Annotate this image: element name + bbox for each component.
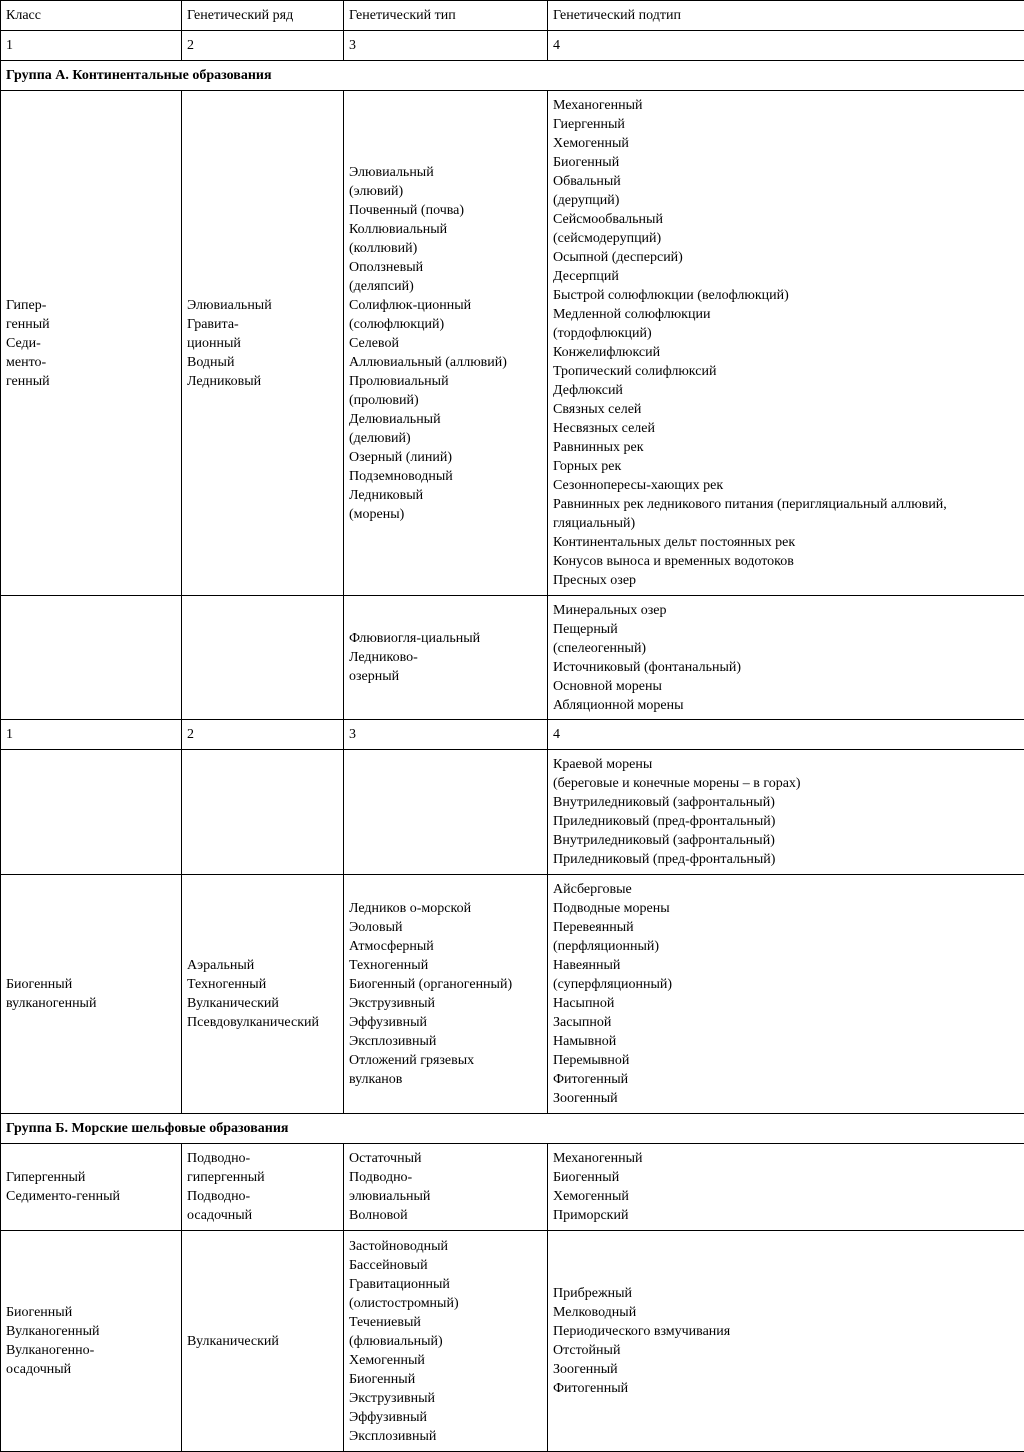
column-number: 1 bbox=[1, 31, 182, 61]
cell-line: осадочный bbox=[6, 1362, 72, 1377]
ryad-cell bbox=[182, 91, 344, 596]
cell-line: Быстрой солюфлюкции (велофлюкций) bbox=[553, 288, 789, 303]
tip-cell bbox=[344, 750, 548, 875]
cell-line: Десерпций bbox=[553, 269, 619, 284]
cell-line: Бассейновый bbox=[349, 1257, 428, 1273]
cell-line: Перевеянный bbox=[553, 920, 634, 935]
cell-line: гипергенный bbox=[187, 1170, 265, 1185]
cell-line: Аллювиальный (аллювий) bbox=[349, 354, 507, 370]
cell-line: Ледниковый bbox=[187, 373, 262, 389]
cell-line: Намывной bbox=[553, 1034, 617, 1049]
cell-line: (пролювий) bbox=[349, 392, 419, 408]
cell-line: Внутриледниковый (зафронтальный) bbox=[553, 833, 775, 848]
cell-line: Приледниковый (пред-фронтальный) bbox=[553, 814, 776, 829]
cell-line: Насыпной bbox=[553, 996, 615, 1011]
column-numbers-row bbox=[1, 720, 1024, 750]
cell-line: Вулканогенный bbox=[6, 1324, 100, 1339]
cell-line: Приледниковый (пред-фронтальный) bbox=[553, 852, 776, 867]
podtip-cell bbox=[548, 1231, 1024, 1452]
podtip-cell bbox=[548, 596, 1024, 720]
group-a-title: Группа А. Континентальные образования bbox=[1, 61, 1024, 91]
table-row bbox=[1, 750, 1024, 875]
cell-line: Равнинных рек ледникового питания (перигляциальный аллювий, гляциальный) bbox=[553, 497, 947, 531]
klass-cell bbox=[1, 91, 182, 596]
cell-line: Биогенный bbox=[349, 1371, 416, 1387]
cell-line: Связных селей bbox=[553, 402, 642, 417]
klass-cell bbox=[1, 596, 182, 720]
cell-line: (морены) bbox=[349, 506, 405, 522]
cell-line: Мелководный bbox=[553, 1305, 637, 1320]
podtip-cell bbox=[548, 91, 1024, 596]
cell-line: (элювий) bbox=[349, 183, 404, 199]
header-ryad: Генетический ряд bbox=[182, 1, 344, 31]
cell-line: осадочный bbox=[187, 1208, 253, 1223]
header-tip: Генетический тип bbox=[344, 1, 548, 31]
cell-line: Элювиальный bbox=[187, 297, 272, 313]
cell-line: (суперфляционный) bbox=[553, 977, 673, 992]
table-row bbox=[1, 1231, 1024, 1452]
cell-line: Пресных озер bbox=[553, 573, 637, 588]
cell-line: Источниковый (фонтанальный) bbox=[553, 659, 742, 675]
cell-line: Прибрежный bbox=[553, 1286, 633, 1301]
cell-line: (олистостромный) bbox=[349, 1295, 459, 1311]
cell-line: Несвязных селей bbox=[553, 421, 655, 436]
cell-line: (дерупций) bbox=[553, 193, 620, 208]
cell-line: Конжелифлюксий bbox=[553, 345, 661, 360]
cell-line: Седи- bbox=[6, 335, 41, 351]
cell-line: Хемогенный bbox=[349, 1352, 425, 1368]
cell-line: Коллювиальный bbox=[349, 221, 448, 237]
cell-line: вулканов bbox=[349, 1072, 403, 1087]
cell-line: Техногенный bbox=[187, 977, 267, 992]
cell-line: Биогенный (органогенный) bbox=[349, 977, 513, 992]
cell-line: (перфляционный) bbox=[553, 939, 660, 954]
cell-line: Атмосферный bbox=[349, 939, 434, 954]
cell-line: Подводные морены bbox=[553, 901, 670, 916]
cell-line: Водный bbox=[187, 354, 235, 370]
cell-line: Отстойный bbox=[553, 1343, 621, 1358]
klass-cell bbox=[1, 750, 182, 875]
cell-line: Засыпной bbox=[553, 1015, 612, 1030]
cell-line: Ледниково- bbox=[349, 650, 418, 665]
cell-line: Оползневый bbox=[349, 259, 424, 275]
cell-line: Пещерный bbox=[553, 621, 618, 637]
cell-line: Пролювиальный bbox=[349, 373, 449, 389]
cell-line: Хемогенный bbox=[553, 1189, 629, 1204]
klass-cell bbox=[1, 875, 182, 1114]
cell-line: ционный bbox=[187, 335, 241, 351]
cell-line: Биогенный bbox=[553, 155, 620, 170]
cell-line: Эксплозивный bbox=[349, 1428, 437, 1444]
tip-cell bbox=[344, 1231, 548, 1452]
cell-line: (береговые и конечные морены – в горах) bbox=[553, 776, 801, 791]
cell-line: (делювий) bbox=[349, 430, 411, 446]
podtip-cell bbox=[548, 875, 1024, 1114]
header-klass: Класс bbox=[1, 1, 182, 31]
klass-cell bbox=[1, 1144, 182, 1231]
cell-line: Селевой bbox=[349, 335, 399, 351]
cell-line: Вулканический bbox=[187, 1333, 279, 1349]
cell-line: Седименто-генный bbox=[6, 1189, 120, 1204]
cell-line: Минеральных озер bbox=[553, 602, 667, 618]
cell-line: Волновой bbox=[349, 1208, 408, 1223]
cell-line: генный bbox=[6, 373, 50, 389]
cell-line: Осыпной (десперсий) bbox=[553, 250, 683, 265]
cell-line: генный bbox=[6, 316, 50, 332]
cell-line: Биогенный bbox=[6, 977, 73, 992]
cell-line: Застойноводный bbox=[349, 1238, 448, 1254]
cell-line: Перемывной bbox=[553, 1053, 630, 1068]
cell-line: Остаточный bbox=[349, 1151, 422, 1166]
tip-cell bbox=[344, 875, 548, 1114]
cell-line: Навеянный bbox=[553, 958, 621, 973]
cell-line: (сейсмодерупций) bbox=[553, 231, 662, 246]
column-number: 4 bbox=[548, 720, 1024, 750]
column-number: 1 bbox=[1, 720, 182, 750]
cell-line: Эоловый bbox=[349, 920, 403, 935]
table-row bbox=[1, 1144, 1024, 1231]
cell-line: Гравита- bbox=[187, 316, 239, 332]
klass-cell bbox=[1, 1231, 182, 1452]
cell-line: (флювиальный) bbox=[349, 1333, 443, 1349]
cell-line: Горных рек bbox=[553, 459, 622, 474]
cell-line: Хемогенный bbox=[553, 136, 629, 151]
cell-line: Дефлюксий bbox=[553, 383, 623, 398]
cell-line: Гравитационный bbox=[349, 1276, 450, 1292]
cell-line: Эффузивный bbox=[349, 1409, 427, 1425]
table-row bbox=[1, 596, 1024, 720]
column-numbers-row bbox=[1, 31, 1024, 61]
cell-line: Флювиогля-циальный bbox=[349, 631, 481, 646]
cell-line: Равнинных рек bbox=[553, 440, 644, 455]
cell-line: Континентальных дельт постоянных рек bbox=[553, 535, 796, 550]
cell-line: Аэральный bbox=[187, 958, 255, 973]
podtip-cell bbox=[548, 1144, 1024, 1231]
cell-line: Биогенный bbox=[6, 1305, 73, 1320]
cell-line: Абляционной морены bbox=[553, 697, 684, 713]
cell-line: (тордофлюкций) bbox=[553, 326, 652, 341]
group-b-row bbox=[1, 1114, 1024, 1144]
cell-line: Сезоннопересы-хающих рек bbox=[553, 478, 724, 493]
table-row bbox=[1, 875, 1024, 1114]
column-number: 4 bbox=[548, 31, 1024, 61]
cell-line: (деляпсий) bbox=[349, 278, 414, 294]
cell-line: Гиергенный bbox=[553, 117, 625, 132]
cell-line: Гипергенный bbox=[6, 1170, 86, 1185]
cell-line: Ледников о-морской bbox=[349, 901, 472, 916]
cell-line: Отложений грязевых bbox=[349, 1053, 475, 1068]
cell-line: Элювиальный bbox=[349, 164, 434, 180]
cell-line: (солюфлюкций) bbox=[349, 316, 445, 332]
cell-line: (коллювий) bbox=[349, 240, 418, 256]
cell-line: Солифлюк-ционный bbox=[349, 297, 472, 313]
cell-line: Периодического взмучивания bbox=[553, 1324, 731, 1339]
cell-line: Конусов выноса и временных водотоков bbox=[553, 554, 794, 569]
cell-line: Айсберговые bbox=[553, 882, 632, 897]
cell-line: Зоогенный bbox=[553, 1362, 618, 1377]
column-number: 2 bbox=[182, 720, 344, 750]
cell-line: Вулканогенно- bbox=[6, 1343, 95, 1358]
cell-line: Механогенный bbox=[553, 1151, 643, 1166]
cell-line: Краевой морены bbox=[553, 757, 653, 772]
podtip-cell bbox=[548, 750, 1024, 875]
header-podtip: Генетический подтип bbox=[548, 1, 1024, 31]
cell-line: элювиальный bbox=[349, 1189, 431, 1204]
cell-line: Тропический солифлюксий bbox=[553, 364, 717, 379]
cell-line: Фитогенный bbox=[553, 1381, 629, 1396]
cell-line: Экструзивный bbox=[349, 1390, 436, 1406]
cell-line: Подводно- bbox=[187, 1151, 251, 1166]
cell-line: Зоогенный bbox=[553, 1091, 618, 1106]
cell-line: менто- bbox=[6, 354, 47, 370]
cell-line: Озерный (линий) bbox=[349, 449, 453, 465]
cell-line: Эксплозивный bbox=[349, 1034, 437, 1049]
header-row bbox=[1, 1, 1024, 31]
ryad-cell bbox=[182, 596, 344, 720]
cell-line: Ледниковый bbox=[349, 487, 424, 503]
cell-line: Сейсмообвальный bbox=[553, 212, 663, 227]
group-a-row bbox=[1, 61, 1024, 91]
cell-line: Фитогенный bbox=[553, 1072, 629, 1087]
ryad-cell bbox=[182, 1144, 344, 1231]
cell-line: Эффузивный bbox=[349, 1015, 427, 1030]
table-row bbox=[1, 91, 1024, 596]
cell-line: Медленной солюфлюкции bbox=[553, 307, 711, 322]
ryad-cell bbox=[182, 750, 344, 875]
column-number: 3 bbox=[344, 720, 548, 750]
cell-line: Гипер- bbox=[6, 297, 47, 313]
tip-cell bbox=[344, 91, 548, 596]
cell-line: Экструзивный bbox=[349, 996, 436, 1011]
cell-line: (спелеогенный) bbox=[553, 640, 647, 656]
group-b-title: Группа Б. Морские шельфовые образования bbox=[1, 1114, 1024, 1144]
cell-line: озерный bbox=[349, 669, 400, 684]
cell-line: Обвальный bbox=[553, 174, 621, 189]
cell-line: Подземноводный bbox=[349, 468, 453, 484]
cell-line: Вулканический bbox=[187, 996, 279, 1011]
cell-line: Основной морены bbox=[553, 678, 662, 694]
ryad-cell bbox=[182, 875, 344, 1114]
cell-line: Течениевый bbox=[349, 1314, 421, 1330]
ryad-cell bbox=[182, 1231, 344, 1452]
cell-line: Почвенный (почва) bbox=[349, 202, 465, 218]
cell-line: Внутриледниковый (зафронтальный) bbox=[553, 795, 775, 810]
column-number: 3 bbox=[344, 31, 548, 61]
cell-line: Подводно- bbox=[187, 1189, 251, 1204]
cell-line: Подводно- bbox=[349, 1170, 413, 1185]
cell-line: вулканогенный bbox=[6, 996, 97, 1011]
tip-cell bbox=[344, 1144, 548, 1231]
cell-line: Приморский bbox=[553, 1208, 629, 1223]
cell-line: Техногенный bbox=[349, 958, 429, 973]
cell-line: Механогенный bbox=[553, 98, 643, 113]
cell-line: Псевдовулканический bbox=[187, 1015, 319, 1030]
cell-line: Делювиальный bbox=[349, 411, 441, 427]
cell-line: Биогенный bbox=[553, 1170, 620, 1185]
tip-cell bbox=[344, 596, 548, 720]
column-number: 2 bbox=[182, 31, 344, 61]
